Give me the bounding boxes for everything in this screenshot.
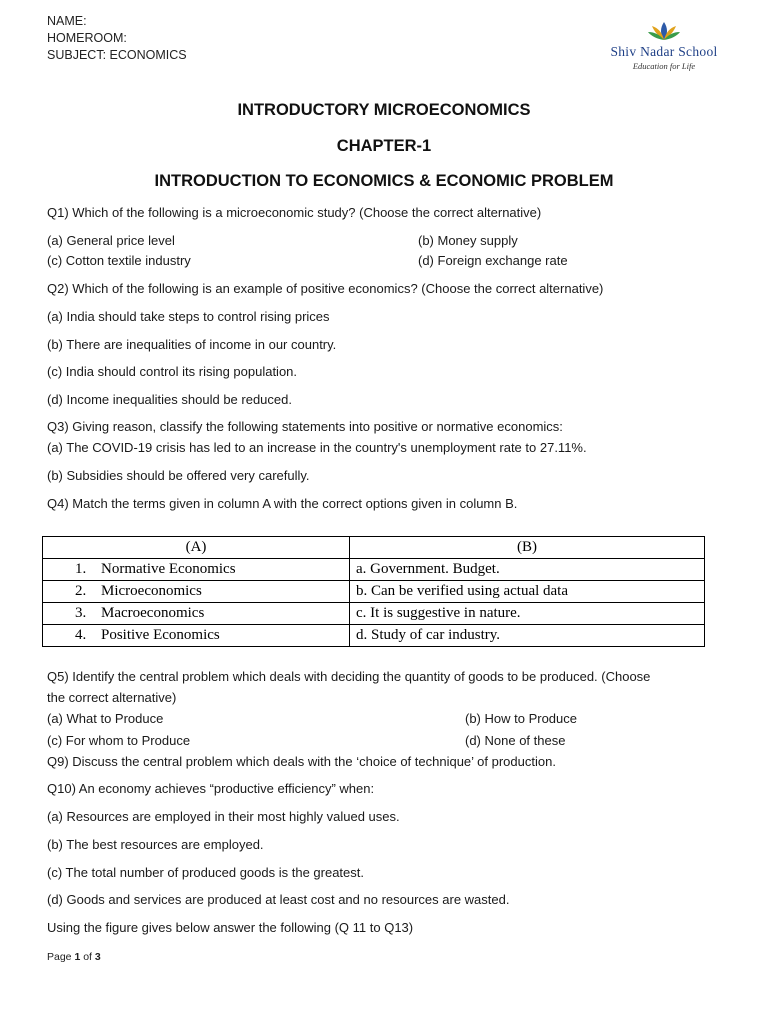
q2-option-b: (b) There are inequalities of income in our country. [47, 337, 337, 352]
q4-question: Q4) Match the terms given in column A with the correct options given in column B. [47, 496, 518, 511]
table-row [43, 559, 705, 581]
q5-question-line-1: Q5) Identify the central problem which deals with deciding the quantity of goods to be produced. (Choose [47, 669, 651, 684]
page-footer [47, 951, 101, 963]
term-text: Macroeconomics [101, 605, 205, 621]
q3-question: Q3) Giving reason, classify the following statements into positive or normative economics: [47, 419, 563, 434]
course-title: INTRODUCTORY MICROECONOMICS [237, 101, 531, 119]
row-number: 1. [75, 561, 87, 577]
lotus-logo-icon [647, 20, 681, 42]
q2-question: Q2) Which of the following is an example of positive economics? (Choose the correct alternative) [47, 281, 604, 296]
q10-option-c: (c) The total number of produced goods is the greatest. [47, 865, 364, 880]
column-a-header: (A) [43, 537, 350, 559]
subject-label: SUBJECT: ECONOMICS [47, 48, 187, 62]
row-number: 4. [75, 627, 87, 643]
q9-question: Q9) Discuss the central problem which deals with the ‘choice of technique’ of production. [47, 754, 556, 769]
match-table-header [43, 537, 705, 559]
q5-option-b: (b) How to Produce [465, 711, 577, 726]
table-row [43, 625, 705, 647]
homeroom-label: HOMEROOM: [47, 31, 127, 45]
page-total: 3 [94, 951, 101, 963]
column-b-cell: a. Government. Budget. [350, 559, 705, 581]
q10-option-d: (d) Goods and services are produced at least cost and no resources are wasted. [47, 892, 510, 907]
page-word: Page [47, 951, 72, 963]
q2-option-d: (d) Income inequalities should be reduced. [47, 392, 292, 407]
column-b-cell: b. Can be verified using actual data [350, 581, 705, 603]
q10-question: Q10) An economy achieves “productive efficiency” when: [47, 781, 375, 796]
q1-option-b: (b) Money supply [418, 233, 518, 248]
match-table [42, 536, 705, 647]
topic-title: INTRODUCTION TO ECONOMICS & ECONOMIC PROBLEM [154, 172, 614, 190]
q3-statement-b: (b) Subsidies should be offered very carefully. [47, 468, 310, 483]
school-name: Shiv Nadar School [610, 44, 718, 59]
q1-question: Q1) Which of the following is a microeconomic study? (Choose the correct alternative) [47, 205, 542, 220]
column-a-cell [43, 559, 350, 581]
column-b-cell: d. Study of car industry. [350, 625, 705, 647]
row-number: 3. [75, 605, 87, 621]
q1-option-d: (d) Foreign exchange rate [418, 253, 568, 268]
q10-option-a: (a) Resources are employed in their most highly valued uses. [47, 809, 400, 824]
column-b-header: (B) [350, 537, 705, 559]
q10-option-b: (b) The best resources are employed. [47, 837, 264, 852]
table-row [43, 603, 705, 625]
q5-question-line-2: the correct alternative) [47, 690, 177, 705]
figure-note: Using the figure gives below answer the following (Q 11 to Q13) [47, 920, 414, 935]
q2-option-a: (a) India should take steps to control rising prices [47, 309, 330, 324]
column-a-cell [43, 581, 350, 603]
q1-option-a: (a) General price level [47, 233, 175, 248]
name-label: NAME: [47, 14, 87, 28]
q1-option-c: (c) Cotton textile industry [47, 253, 191, 268]
q5-option-a: (a) What to Produce [47, 711, 164, 726]
page-number: 1 [74, 951, 81, 963]
school-logo [608, 20, 720, 71]
student-info-header [47, 13, 187, 64]
column-b-cell: c. It is suggestive in nature. [350, 603, 705, 625]
table-row [43, 581, 705, 603]
q2-option-c: (c) India should control its rising population. [47, 364, 298, 379]
row-number: 2. [75, 583, 87, 599]
chapter-title: CHAPTER-1 [336, 137, 432, 155]
column-a-cell [43, 603, 350, 625]
term-text: Normative Economics [101, 561, 236, 577]
term-text: Positive Economics [101, 627, 220, 643]
of-word: of [83, 951, 92, 963]
q3-statement-a: (a) The COVID-19 crisis has led to an increase in the country's unemployment rate to 27.11%. [47, 440, 587, 455]
q5-option-c: (c) For whom to Produce [47, 733, 191, 748]
q5-option-d: (d) None of these [465, 733, 566, 748]
column-a-cell [43, 625, 350, 647]
term-text: Microeconomics [101, 583, 202, 599]
school-tagline: Education for Life [632, 61, 696, 71]
